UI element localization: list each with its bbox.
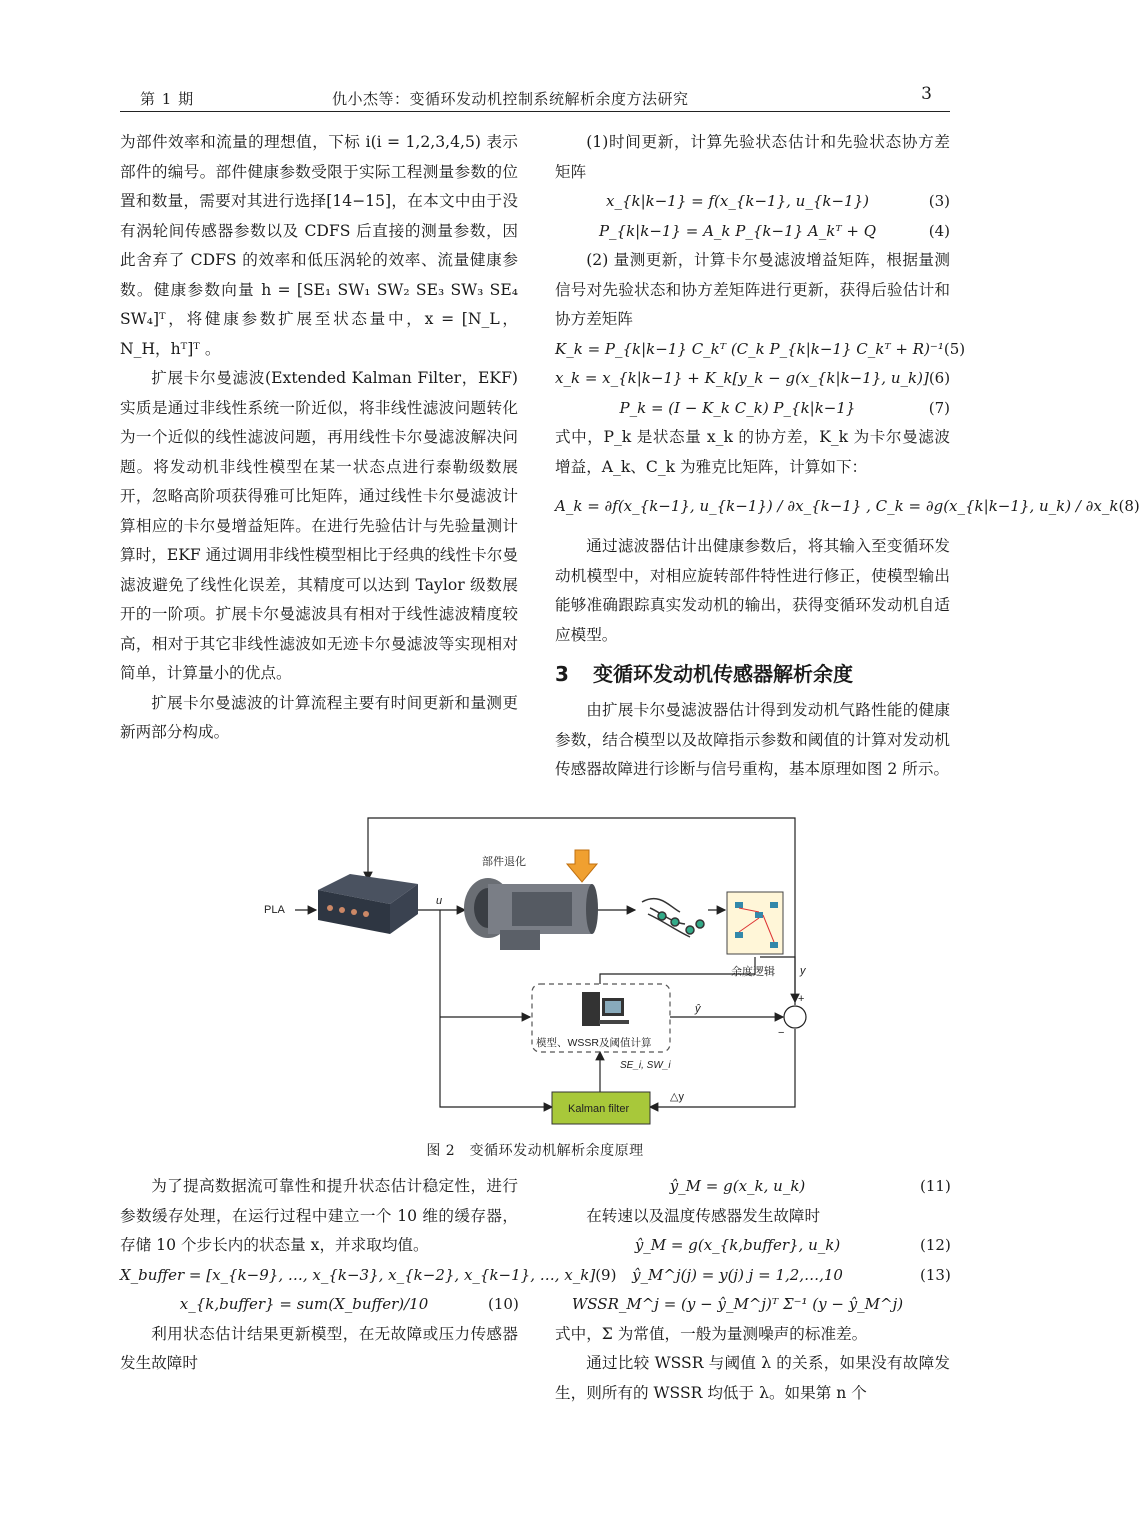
equation-number: (5) (943, 339, 966, 358)
paragraph: (2) 量测更新，计算卡尔曼滤波增益矩阵，根据量测信号对先验状态和协方差矩阵进行更新，获得后验估计和协方差矩阵 (555, 251, 950, 328)
equation-expr: x_{k|k−1} = f(x_{k−1}, u_{k−1}) (606, 192, 869, 210)
paragraph: 扩展卡尔曼滤波(Extended Kalman Filter，EKF)实质是通过非线性系统一阶近似，将非线性滤波问题转化为一个近似的线性滤波问题，再用线性卡尔曼滤波解决问题。将发动机非线性模型在某一状态点进行泰勒级数展开，忽略高阶项获得雅可比矩阵，通过线性卡尔曼滤波计算相应的卡尔曼增益矩阵。在进行先验估计与先验量测计算时，EKF 通过调用非线性模型相比于经典的线性卡尔曼滤波避免了线性化误差，其精度可以达到 Taylor 级数展开的一阶项。扩展卡尔曼滤波具有相对于线性滤波精度较高，相对于其它非线性滤波如无迹卡尔曼滤波等实现相对简单，计算量小的优点。 (120, 369, 518, 682)
right-column (555, 128, 1140, 785)
paragraph: 为了提高数据流可靠性和提升状态估计稳定性，进行参数缓存处理，在运行过程中建立一个 10 维的缓存器，存储 10 个步长内的状态量 x，并求取均值。 (120, 1177, 518, 1254)
degradation-label: 部件退化 (482, 856, 526, 868)
paragraph: 为部件效率和流量的理想值，下标 i(i = 1,2,3,4,5) 表示部件的编号。部件健康参数受限于实际工程测量参数的位置和数量，需要对其进行选择[14−15]，在本文中由于没有涡轮间传感器参数以及 CDFS 后直接的测量参数，因此舍弃了 CDFS 的效率和低压涡轮的效率、流量健康参数。健康参数向量 h = [SE₁ SW₁ SW₂ SE₃ SW₃ SE₄ SW₄]ᵀ，将健康参数扩展至状态量中，x = [N_L，N_H，hᵀ]ᵀ 。 (120, 133, 518, 358)
equation-13b (555, 1290, 950, 1320)
left-column-bottom (120, 1172, 617, 1379)
equation-expr: P_{k|k−1} = A_k P_{k−1} A_kᵀ + Q (598, 221, 877, 240)
figure-2 (250, 812, 820, 1132)
equation-number: (12) (920, 1236, 951, 1254)
equation-expr: P_k = (I − K_k C_k) P_{k|k−1} (619, 398, 856, 417)
left-column (120, 128, 518, 748)
model-label: 模型、WSSR及阈值计算 (536, 1037, 652, 1049)
equation-expr: x_{k,buffer} = sum(X_buffer)/10 (179, 1295, 429, 1313)
header-rule (120, 111, 950, 112)
redundancy-label: 余度逻辑 (731, 966, 775, 978)
equation-number: (4) (928, 221, 950, 240)
equation-number: (13) (920, 1265, 951, 1284)
page-number: 3 (921, 84, 932, 104)
running-title: 仇小杰等：变循环发动机控制系统解析余度方法研究 (332, 90, 689, 108)
issue-number: 第 1 期 (140, 90, 195, 108)
controller-icon (318, 874, 418, 934)
paragraph: 式中，P_k 是状态量 x_k 的协方差，K_k 为卡尔曼滤波增益，A_k、C_k 为雅克比矩阵，计算如下： (555, 428, 950, 476)
section-title: 变循环发动机传感器解析余度 (593, 662, 853, 686)
redundancy-logic-icon (727, 892, 783, 954)
computer-icon (582, 992, 629, 1026)
equation-number: (11) (920, 1177, 951, 1195)
section-number: 3 (555, 662, 569, 686)
equation-expr: X_buffer = [x_{k−9}, …, x_{k−3}, x_{k−2}, x_{k−1}, …, x_k] (120, 1265, 596, 1284)
equation-number: (8) (1118, 497, 1140, 516)
equation-11 (555, 1172, 950, 1202)
sensors-icon (642, 899, 704, 937)
paragraph: 式中，Σ 为常值，一般为量测噪声的标准差。 (555, 1324, 868, 1343)
equation-number: (6) (928, 369, 951, 387)
paragraph: 利用状态估计结果更新模型，在无故障或压力传感器发生故障时 (120, 1324, 518, 1372)
equation-expr: x_k = x_{k|k−1} + K_k[y_k − g(x_{k|k−1}, u_k)] (555, 369, 929, 387)
running-header (120, 84, 950, 110)
equation-expr: ŷ_M = g(x_k, u_k) (669, 1177, 806, 1195)
paragraph: 通过滤波器估计出健康参数后，将其输入至变循环发动机模型中，对相应旋转部件特性进行修正，使模型输出能够准确跟踪真实发动机的输出，获得变循环发动机自适应模型。 (555, 537, 950, 644)
equation-expr: ŷ_M^j(j) = y(j) j = 1,2,…,10 (632, 1265, 843, 1284)
equation-expr: ŷ_M = g(x_{k,buffer}, u_k) (634, 1236, 841, 1254)
u-label: u (436, 895, 443, 907)
minus-sign: − (778, 1027, 785, 1039)
right-column-bottom (555, 1172, 950, 1408)
equation-expr: K_k = P_{k|k−1} C_kᵀ (C_k P_{k|k−1} C_kᵀ + R)⁻¹ (555, 339, 944, 358)
figure-caption: 图 2 变循环发动机解析余度原理 (426, 1143, 644, 1159)
pla-label: PLA (264, 904, 285, 916)
section-heading (555, 654, 950, 694)
y-label: y (800, 965, 806, 977)
degradation-arrow-icon (567, 850, 597, 882)
equation-number: (3) (928, 192, 950, 210)
se-sw-label: SE_i, SW_i (620, 1060, 671, 1071)
equation-12 (555, 1231, 950, 1261)
paragraph: 由扩展卡尔曼滤波器估计得到发动机气路性能的健康参数，结合模型以及故障指示参数和阈值的计算对发动机传感器故障进行诊断与信号重构，基本原理如图 2 所示。 (555, 701, 950, 778)
figure-diagram (250, 812, 820, 1132)
equation-number: (7) (928, 398, 950, 417)
paragraph: 通过比较 WSSR 与阈值 λ 的关系，如果没有故障发生，则所有的 WSSR 均低于 λ。如果第 n 个 (555, 1354, 950, 1402)
yhat-label: ŷ (695, 1003, 701, 1015)
equation-3 (555, 187, 950, 217)
equation-10 (120, 1290, 518, 1320)
paragraph: 扩展卡尔曼滤波的计算流程主要有时间更新和量测更新两部分构成。 (120, 693, 518, 741)
equation-expr: A_k = ∂f(x_{k−1}, u_{k−1}) / ∂x_{k−1} , C_k = ∂g(x_{k|k−1}, u_k) / ∂x_k (555, 497, 1119, 516)
equation-9 (120, 1261, 617, 1291)
plus-sign: + (798, 993, 805, 1005)
equation-number: (9) (595, 1265, 617, 1284)
dy-label: △y (670, 1091, 684, 1103)
equation-expr: WSSR_M^j = (y − ŷ_M^j)ᵀ Σ⁻¹ (y − ŷ_M^j) (571, 1295, 904, 1313)
paragraph: 在转速以及温度传感器发生故障时 (586, 1206, 821, 1225)
equation-number: (10) (488, 1295, 519, 1313)
engine-icon (464, 878, 598, 950)
equation-7 (555, 394, 950, 424)
equation-6 (555, 364, 950, 394)
equation-8 (555, 482, 1140, 532)
paragraph: (1)时间更新，计算先验状态估计和先验状态协方差矩阵 (555, 133, 950, 181)
equation-4 (555, 217, 950, 247)
equation-13a (555, 1261, 950, 1291)
equation-5 (555, 335, 966, 365)
kalman-label: Kalman filter (568, 1103, 630, 1115)
